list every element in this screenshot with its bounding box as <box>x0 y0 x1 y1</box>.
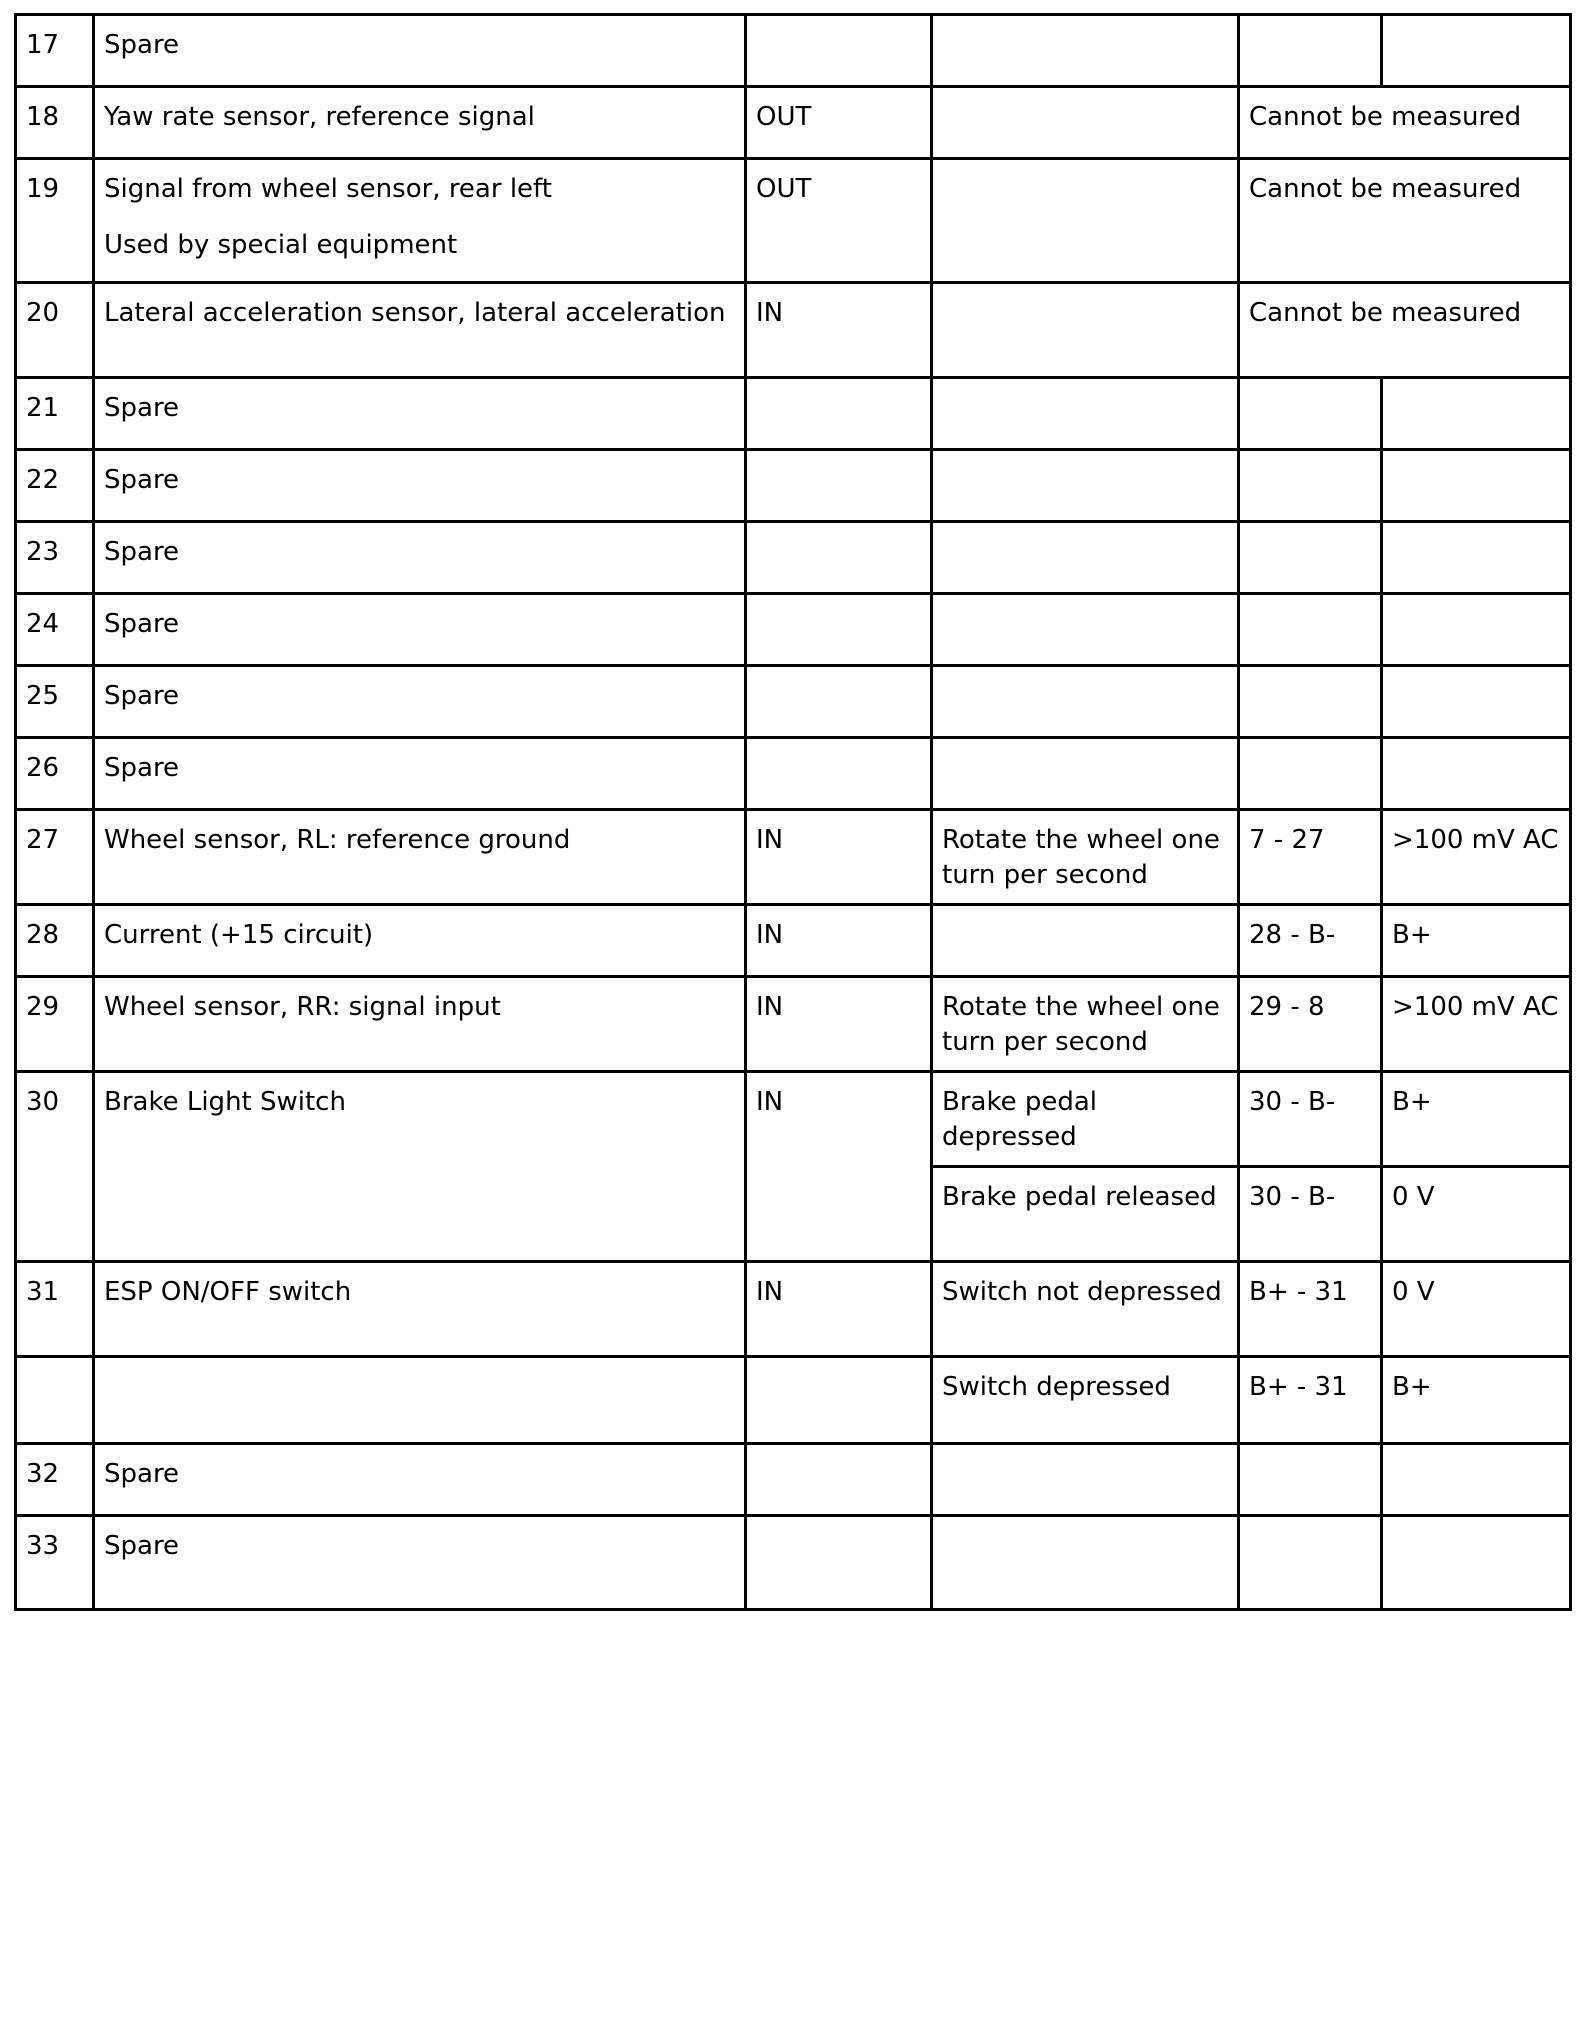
table-row <box>16 1072 1571 1167</box>
pin-number: 17 <box>16 15 94 87</box>
pin-number: 28 <box>16 905 94 977</box>
signal-direction: OUT <box>746 159 932 283</box>
table-row <box>16 87 1571 159</box>
signal-direction <box>746 738 932 810</box>
measure-points <box>1239 594 1382 666</box>
description-note: Used by special equipment <box>104 230 458 260</box>
signal-direction <box>746 666 932 738</box>
signal-direction <box>746 450 932 522</box>
measurement-note: Cannot be measured <box>1239 283 1571 378</box>
test-condition: Rotate the wheel one turn per second <box>932 977 1239 1072</box>
expected-value: >100 mV AC <box>1382 810 1571 905</box>
expected-value <box>1382 1444 1571 1516</box>
test-condition <box>932 666 1239 738</box>
test-condition: Brake pedal released <box>932 1167 1239 1262</box>
signal-direction <box>746 15 932 87</box>
pin-table <box>14 13 1572 1611</box>
pin-description: Current (+15 circuit) <box>94 905 746 977</box>
measure-points: 30 - B- <box>1239 1167 1382 1262</box>
test-condition <box>932 1444 1239 1516</box>
pin-description: Yaw rate sensor, reference signal <box>94 87 746 159</box>
signal-direction: IN <box>746 1072 932 1262</box>
measure-points <box>1239 1444 1382 1516</box>
pin-number: 33 <box>16 1516 94 1610</box>
pin-description: Wheel sensor, RL: reference ground <box>94 810 746 905</box>
pin-description: Brake Light Switch <box>94 1072 746 1262</box>
measure-points: B+ - 31 <box>1239 1262 1382 1357</box>
pin-number: 24 <box>16 594 94 666</box>
test-condition: Brake pedal depressed <box>932 1072 1239 1167</box>
pin-number: 21 <box>16 378 94 450</box>
pin-description: Spare <box>94 594 746 666</box>
pin-description: Spare <box>94 450 746 522</box>
signal-direction <box>746 522 932 594</box>
measure-points <box>1239 378 1382 450</box>
table-row <box>16 15 1571 87</box>
test-condition <box>932 1516 1239 1610</box>
pin-number: 19 <box>16 159 94 283</box>
pin-description: Spare <box>94 522 746 594</box>
table-row <box>16 666 1571 738</box>
table-row <box>16 810 1571 905</box>
test-condition <box>932 15 1239 87</box>
table-row <box>16 977 1571 1072</box>
signal-direction: IN <box>746 905 932 977</box>
expected-value: B+ <box>1382 905 1571 977</box>
pin-number: 23 <box>16 522 94 594</box>
measure-points: 28 - B- <box>1239 905 1382 977</box>
measure-points <box>1239 450 1382 522</box>
expected-value <box>1382 15 1571 87</box>
pin-number: 27 <box>16 810 94 905</box>
test-condition <box>932 283 1239 378</box>
pin-number <box>16 1357 94 1444</box>
table-row <box>16 905 1571 977</box>
expected-value: 0 V <box>1382 1167 1571 1262</box>
expected-value: 0 V <box>1382 1262 1571 1357</box>
pin-number: 26 <box>16 738 94 810</box>
pin-description: Wheel sensor, RR: signal input <box>94 977 746 1072</box>
measure-points: 30 - B- <box>1239 1072 1382 1167</box>
expected-value: B+ <box>1382 1357 1571 1444</box>
expected-value: >100 mV AC <box>1382 977 1571 1072</box>
measure-points <box>1239 15 1382 87</box>
table-row <box>16 378 1571 450</box>
pin-number: 25 <box>16 666 94 738</box>
signal-direction: IN <box>746 977 932 1072</box>
expected-value <box>1382 450 1571 522</box>
test-condition <box>932 450 1239 522</box>
expected-value <box>1382 594 1571 666</box>
measure-points <box>1239 1516 1382 1610</box>
pin-description: Spare <box>94 15 746 87</box>
signal-direction: IN <box>746 810 932 905</box>
pin-number: 31 <box>16 1262 94 1357</box>
pin-description: Spare <box>94 378 746 450</box>
pin-number: 30 <box>16 1072 94 1262</box>
table-row <box>16 594 1571 666</box>
pin-description: Spare <box>94 738 746 810</box>
test-condition <box>932 905 1239 977</box>
pin-description: Spare <box>94 1516 746 1610</box>
test-condition <box>932 159 1239 283</box>
pin-number: 32 <box>16 1444 94 1516</box>
test-condition <box>932 738 1239 810</box>
table-row <box>16 1357 1571 1444</box>
table-row <box>16 159 1571 283</box>
signal-direction <box>746 1444 932 1516</box>
expected-value <box>1382 522 1571 594</box>
measure-points: 7 - 27 <box>1239 810 1382 905</box>
test-condition: Rotate the wheel one turn per second <box>932 810 1239 905</box>
pin-number: 22 <box>16 450 94 522</box>
pin-description: Spare <box>94 1444 746 1516</box>
signal-direction <box>746 1357 932 1444</box>
pin-number: 18 <box>16 87 94 159</box>
test-condition <box>932 522 1239 594</box>
measure-points <box>1239 666 1382 738</box>
measurement-note: Cannot be measured <box>1239 87 1571 159</box>
table-row <box>16 1516 1571 1610</box>
test-condition: Switch depressed <box>932 1357 1239 1444</box>
table-row <box>16 283 1571 378</box>
table-row <box>16 738 1571 810</box>
test-condition <box>932 87 1239 159</box>
measure-points <box>1239 738 1382 810</box>
test-condition <box>932 594 1239 666</box>
expected-value <box>1382 378 1571 450</box>
signal-direction: IN <box>746 283 932 378</box>
signal-direction: IN <box>746 1262 932 1357</box>
expected-value <box>1382 1516 1571 1610</box>
test-condition: Switch not depressed <box>932 1262 1239 1357</box>
pin-description: Spare <box>94 666 746 738</box>
table-row <box>16 1262 1571 1357</box>
table-row <box>16 522 1571 594</box>
signal-direction <box>746 594 932 666</box>
measure-points: B+ - 31 <box>1239 1357 1382 1444</box>
description-line: Signal from wheel sensor, rear left <box>104 174 552 204</box>
expected-value: B+ <box>1382 1072 1571 1167</box>
measure-points: 29 - 8 <box>1239 977 1382 1072</box>
measurement-note: Cannot be measured <box>1239 159 1571 283</box>
measure-points <box>1239 522 1382 594</box>
test-condition <box>932 378 1239 450</box>
expected-value <box>1382 666 1571 738</box>
signal-direction <box>746 1516 932 1610</box>
pin-number: 20 <box>16 283 94 378</box>
table-row <box>16 450 1571 522</box>
pin-description <box>94 1357 746 1444</box>
signal-direction <box>746 378 932 450</box>
pin-description: ESP ON/OFF switch <box>94 1262 746 1357</box>
pin-description: Lateral acceleration sensor, lateral acceleration <box>94 283 746 378</box>
pin-description <box>94 159 746 283</box>
pin-number: 29 <box>16 977 94 1072</box>
signal-direction: OUT <box>746 87 932 159</box>
expected-value <box>1382 738 1571 810</box>
table-row <box>16 1444 1571 1516</box>
